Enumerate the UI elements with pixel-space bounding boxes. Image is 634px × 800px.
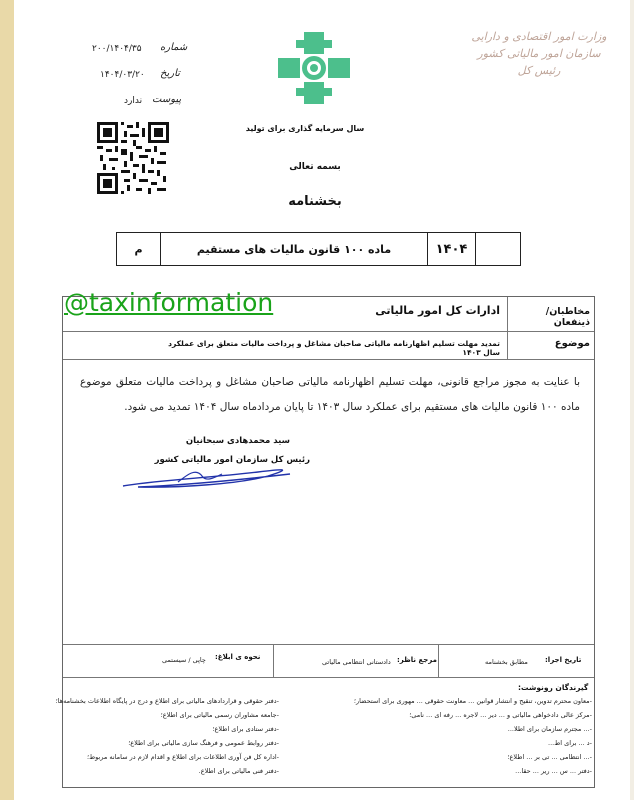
ministry-line: وزارت امور اقتصادی و دارایی <box>471 30 607 43</box>
ministry-line: رئیس کل <box>517 64 561 77</box>
form-divider <box>63 644 594 645</box>
cc-recipient: -... انتظامی ... تی بر ... اطلاع؛ <box>507 753 592 761</box>
exec-date-label: تاریخ اجرا: <box>545 656 582 664</box>
attachment-label: پیوست <box>152 94 182 105</box>
recipients-label: مخاطبان/ ذینفعان <box>545 306 590 328</box>
cc-recipient: -د ... برای اط... <box>548 739 592 747</box>
letter-date: ۱۴۰۴/۰۳/۲۰ <box>100 70 145 80</box>
subject-value: تمدید مهلت تسلیم اظهارنامه مالیاتی صاحبان مشاغل و پرداخت مالیات متعلق برای عملکرد سال ۱۴۰۳ <box>168 339 500 357</box>
exec-date-value: مطابق بخشنامه <box>485 658 528 666</box>
signature-scribble <box>118 458 298 498</box>
form-divider <box>63 331 594 332</box>
qr-code <box>97 122 169 194</box>
scan-border-right <box>630 0 634 800</box>
tax-organization-logo <box>276 30 352 106</box>
form-divider <box>63 359 594 360</box>
cc-recipient: -اداره کل فن آوری اطلاعات برای اطلاع و اقدام لازم در سامانه مربوط؛ <box>87 753 279 761</box>
recipients-value: ادارات کل امور مالیاتی <box>375 304 500 317</box>
circular-id-table <box>116 232 521 266</box>
authority-value: دادستانی انتظامی مالیاتی <box>322 658 391 666</box>
cc-recipient: -جامعه مشاوران رسمی مالیاتی برای اطلاع؛ <box>160 711 279 719</box>
year-slogan: سال سرمایه گذاری برای تولید <box>245 124 365 133</box>
watermark-handle: @taxinformation <box>64 288 274 317</box>
authority-label: مرجع ناظر: <box>397 656 437 664</box>
notify-label: نحوه ی ابلاغ: <box>215 653 261 661</box>
form-divider <box>507 297 508 359</box>
cc-recipient: -مرکز عالی دادخواهی مالیاتی و ... دیر ... لاجره ... رفه ای ... نامی؛ <box>409 711 592 719</box>
letter-number-label: شماره <box>160 42 188 53</box>
form-divider <box>63 677 594 678</box>
notify-value: چاپی / سیستمی <box>162 656 206 664</box>
attachment-value: ندارد <box>124 96 143 106</box>
document-title: بخشنامه <box>288 194 342 209</box>
subject-label: موضوع <box>554 338 590 349</box>
signer-title: رئیس کل سازمان امور مالیاتی کشور <box>154 455 310 465</box>
cc-recipient: -دفتر فنی مالیاتی برای اطلاع. <box>198 767 279 775</box>
cc-recipient: -دفتر حقوقی و قراردادهای مالیاتی برای اطلاع و درج در پایگاه اطلاعات بخشنامه‌ها؛ <box>55 697 279 705</box>
circular-subject: ماده ۱۰۰ قانون مالیات های مستقیم <box>160 233 427 265</box>
letter-date-label: تاریخ <box>160 68 180 79</box>
ministry-header <box>470 28 608 79</box>
form-divider <box>438 644 439 677</box>
scan-border-left <box>0 0 14 800</box>
circular-year: ۱۴۰۴ <box>427 233 475 265</box>
cc-recipient: -دفتر ... س ... ریر ... حقا... <box>515 767 592 775</box>
circular-letter: م <box>134 242 143 256</box>
circular-body: با عنایت به مجوز مراجع قانونی، مهلت تسلیم اظهارنامه مالیاتی صاحبان مشاغل و پرداخت مالیات متعلق موضوع ماده ۱۰۰ قانون مالیات های مستقیم برای عملکرد سال ۱۴۰۳ تا پایان مردادماه سال ۱۴۰۴ تمدید می شود. <box>80 376 580 413</box>
cc-recipient: -معاون محترم تدوین، تنقیح و انتشار قوانین ... معاونت حقوقی ... مهوری برای استحضار؛ <box>353 697 592 705</box>
letter-number: ۲۰۰/۱۴۰۴/۳۵ <box>92 44 142 54</box>
cc-recipient: -... مجترم سازمان برای اطلا... <box>507 725 592 733</box>
bismillah: بسمه تعالی <box>289 162 341 172</box>
cc-recipient: -دفتر روابط عمومی و فرهنگ سازی مالیاتی برای اطلاع؛ <box>128 739 279 747</box>
circular-table-blank <box>475 233 520 265</box>
cc-recipient: -دفتر ستادی برای اطلاع؛ <box>212 725 279 733</box>
signer-name: سید محمدهادی سبحانیان <box>185 436 290 446</box>
form-divider <box>273 644 274 677</box>
ministry-line: سازمان امور مالیاتی کشور <box>477 47 601 60</box>
cc-label: گیرندگان رونوشت: <box>518 683 589 692</box>
